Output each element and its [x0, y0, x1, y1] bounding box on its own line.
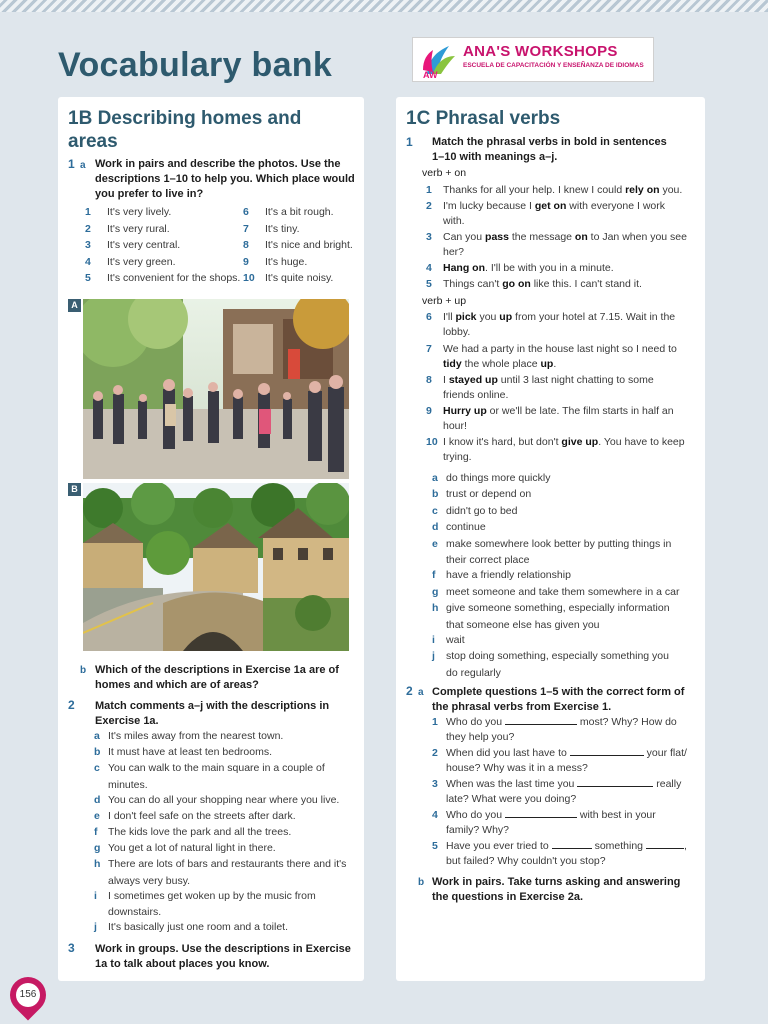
comment-item [94, 920, 362, 935]
instruction-line: the phrasal verbs from Exercise 1. [432, 701, 612, 713]
sentence-fragment: trying. [443, 451, 472, 463]
sentence-text [426, 435, 701, 465]
sentence-number: 3 [426, 231, 432, 243]
sentence-fragment: I'm lucky because I [443, 200, 535, 212]
verb-group-label: verb + up [422, 295, 467, 307]
sentence-number: 4 [426, 262, 432, 274]
comment-item [94, 809, 362, 824]
sentence-fragment: or we'll be late. The film starts in half an [486, 405, 674, 417]
question-text: house? Why was it in a mess? [446, 762, 588, 774]
question-text: really [656, 778, 682, 790]
question-text: late? What were you doing? [446, 793, 577, 805]
sentence-item [426, 261, 701, 276]
phrasal-verb: Hang on [443, 262, 485, 274]
instruction-line: the questions in Exercise 2a. [432, 891, 584, 903]
comment-item [94, 889, 362, 904]
item-text: It's very rural. [107, 222, 170, 235]
comment-item [94, 778, 362, 793]
meaning-text: continue [446, 521, 486, 534]
item-text: always very busy. [108, 874, 191, 887]
exercise-number: 1 [68, 157, 75, 171]
comment-item [94, 793, 362, 808]
sentence-text [426, 183, 701, 198]
item-letter: f [94, 826, 98, 838]
item-text: You can walk to the main square in a couple of [108, 762, 325, 775]
description-item [85, 271, 245, 286]
item-text: It's very lively. [107, 206, 172, 218]
exercise-2a-instruction [432, 685, 697, 715]
instruction-line: you prefer to live in? [95, 188, 204, 200]
question-text: family? Why? [446, 824, 510, 836]
answer-blank[interactable] [570, 746, 644, 756]
meaning-text: stop doing something, especially something you [446, 650, 669, 663]
sentence-fragment: We had a party in the house last night so I need to [443, 343, 677, 355]
item-text: minutes. [108, 778, 148, 791]
phrasal-verb: pick [455, 311, 477, 323]
description-item [85, 255, 245, 270]
sentence-fragment: like this. I can't stand it. [530, 278, 642, 290]
leaf-logo-icon [419, 40, 459, 80]
question-text: Who do you [446, 809, 503, 821]
item-letter: e [94, 809, 100, 822]
description-item [243, 238, 358, 253]
exercise-number: 2 [68, 698, 75, 712]
exercise-1b-instruction [95, 663, 360, 693]
question-1: 1 Who do you most? Why? How do they help you? [432, 716, 677, 743]
sentence-number: 9 [426, 405, 432, 417]
phrasal-verb: get on [534, 200, 567, 212]
item-number: 6 [243, 206, 249, 218]
meaning-letter: f [432, 569, 436, 582]
instruction-line: Work in groups. Use the descriptions in Exercise [95, 943, 351, 955]
meaning-text: do regularly [446, 666, 501, 679]
meaning-item [432, 568, 702, 583]
meaning-item [432, 633, 702, 648]
phrasal-verb: tidy [443, 358, 462, 370]
meaning-item [432, 487, 702, 502]
exercise-number: 3 [68, 941, 75, 955]
phrasal-verb: pass [485, 231, 509, 243]
description-item [85, 205, 245, 220]
item-text: It's huge. [265, 255, 308, 268]
phrasal-verb: stayed up [448, 374, 498, 386]
answer-blank[interactable] [646, 839, 684, 849]
exercise-part: a [418, 687, 424, 698]
instruction-line: Match comments a–j with the descriptions in [95, 700, 330, 712]
sentence-text [426, 261, 701, 276]
phrasal-verb: go on [502, 278, 531, 290]
item-text: It's quite noisy. [265, 272, 334, 284]
answer-blank[interactable] [577, 777, 653, 787]
photo-b-village [83, 483, 349, 651]
sentence-text [426, 310, 701, 340]
question-3: 3 When was the last time you really late? What were you doing? [432, 778, 682, 805]
instruction-line: 1–10 with meanings a–j. [432, 151, 558, 163]
phrasal-verb: up [540, 358, 554, 370]
sentence-number: 7 [426, 343, 432, 355]
item-number: 7 [243, 222, 249, 235]
photo-a-street [83, 299, 349, 479]
item-text: It's very central. [107, 239, 181, 251]
answer-blank[interactable] [505, 808, 577, 818]
item-text: It's miles away from the nearest town. [108, 730, 284, 742]
meaning-text: have a friendly relationship [446, 569, 571, 582]
item-text: You get a lot of natural light in there. [108, 842, 276, 855]
sentence-item [426, 277, 701, 292]
svg-text:AW: AW [423, 70, 438, 80]
instruction-line: Match the phrasal verbs in bold in sentences [432, 136, 667, 148]
sentence-fragment: Thanks for all your help. I knew I could [443, 184, 626, 196]
meaning-item [432, 666, 702, 681]
phrasal-verb: rely on [625, 184, 660, 196]
phrasal-verb: up [499, 311, 513, 323]
sentence-fragment: . You have to keep [598, 436, 685, 448]
sentence-number: 8 [426, 374, 432, 386]
right-column-card [396, 97, 705, 981]
phrasal-verb: Hurry up [443, 405, 487, 417]
item-number: 3 [85, 239, 91, 251]
left-column-card [58, 97, 364, 981]
description-item [243, 271, 358, 286]
sentence-fragment: with. [443, 215, 465, 227]
item-letter: d [94, 793, 101, 806]
question-text: with best in your [579, 809, 656, 821]
item-number: 1 [85, 206, 91, 218]
instruction-line: Complete questions 1–5 with the correct form of [432, 686, 685, 698]
meaning-item [432, 649, 702, 664]
instruction-line: Work in pairs and describe the photos. Use the [95, 158, 341, 170]
sentence-fragment: to Jan when you see [587, 231, 687, 243]
logo-subtitle: ESCUELA DE CAPACITACIÓN Y ENSEÑANZA DE IDIOMAS [463, 62, 644, 69]
exercise-part: a [80, 160, 86, 171]
question-text: most? Why? How do [579, 716, 677, 728]
question-text: they help you? [446, 731, 515, 743]
meaning-item [432, 504, 702, 519]
sentence-number: 5 [426, 278, 432, 290]
sentence-fragment: . [553, 358, 557, 370]
item-letter: a [94, 730, 100, 742]
sentence-fragment: the message [508, 231, 575, 243]
meaning-item [432, 537, 702, 552]
instruction-line: descriptions 1–10 to help you. Which place would [95, 173, 355, 185]
item-number: 2 [85, 222, 91, 235]
instruction-line: Which of the descriptions in Exercise 1a are of [95, 664, 339, 676]
item-text: It's nice and bright. [265, 239, 353, 251]
sentence-fragment: with everyone I work [566, 200, 665, 212]
item-letter: j [94, 920, 97, 933]
question-2: 2 When did you last have to your flat/ house? Why was it in a mess? [432, 747, 687, 774]
meaning-item [432, 618, 702, 633]
item-letter: b [94, 746, 101, 759]
sentence-text [426, 342, 701, 372]
comment-item [94, 761, 362, 776]
meaning-item [432, 553, 702, 568]
heading-line: areas [68, 131, 118, 152]
sentence-item [426, 230, 701, 260]
comment-item [94, 857, 362, 872]
comment-item [94, 825, 362, 840]
meaning-text: give someone something, especially information [446, 602, 670, 615]
meaning-letter: c [432, 504, 438, 517]
meaning-letter: b [432, 488, 439, 501]
verb-group-label: verb + on [422, 167, 467, 179]
sentence-item [426, 183, 701, 198]
meaning-text: didn't go to bed [446, 504, 518, 517]
section-heading-1c: 1C Phrasal verbs [406, 108, 561, 129]
item-text: It's tiny. [265, 222, 300, 235]
sentence-fragment: you. [659, 184, 683, 196]
item-text: It's convenient for the shops. [107, 272, 241, 284]
comment-item [94, 729, 362, 744]
exercise-part: b [418, 877, 425, 888]
description-item [85, 238, 245, 253]
item-number: 9 [243, 255, 249, 268]
item-text: It's very green. [107, 255, 176, 268]
sentence-fragment: lobby. [443, 326, 471, 338]
sentence-text [426, 373, 701, 403]
sentence-fragment: you [476, 311, 500, 323]
exercise-number: 2 [406, 684, 413, 698]
item-text: It must have at least ten bedrooms. [108, 746, 273, 759]
instruction-line: Work in pairs. Take turns asking and answering [432, 876, 681, 888]
sentence-fragment: I know it's hard, but don't [443, 436, 562, 448]
answer-blank[interactable] [552, 839, 592, 849]
question-4: 4 Who do you with best in your family? Why? [432, 809, 656, 836]
question-text: but failed? Why couldn't you stop? [446, 855, 606, 867]
sentence-fragment: . I'll be with you in a minute. [485, 262, 614, 274]
exercise-2b-instruction [432, 875, 697, 905]
sentence-item [426, 310, 701, 340]
meaning-text: do things more quickly [446, 472, 551, 484]
page-number: 156 [16, 983, 40, 1007]
sentence-item [426, 404, 701, 434]
item-text: I sometimes get woken up by the music from [108, 889, 316, 902]
sentence-fragment: I'll [443, 311, 456, 323]
meaning-text: meet someone and take them somewhere in a car [446, 585, 680, 598]
meaning-item [432, 520, 702, 535]
exercise-2-instruction [95, 699, 360, 729]
item-text: downstairs. [108, 905, 162, 918]
sentence-fragment: the whole place [461, 358, 541, 370]
exercise-1a-instruction [95, 157, 360, 202]
meaning-letter: e [432, 537, 438, 550]
instruction-line: 1a to talk about places you know. [95, 958, 270, 970]
sentence-text [426, 230, 701, 260]
answer-blank[interactable] [505, 715, 577, 725]
meaning-text: make somewhere look better by putting things in [446, 537, 672, 550]
item-text: It's basically just one room and a toilet. [108, 920, 289, 933]
item-letter: c [94, 762, 100, 775]
meaning-item [432, 601, 702, 616]
meaning-text: their correct place [446, 554, 530, 566]
description-item [85, 222, 245, 237]
heading-line: 1B Describing homes and [68, 108, 302, 129]
item-text: The kids love the park and all the trees. [108, 826, 292, 838]
meaning-item [432, 585, 702, 600]
sentence-text [426, 277, 701, 292]
meaning-letter: d [432, 521, 439, 534]
comment-item [94, 874, 362, 889]
question-text: Who do you [446, 716, 503, 728]
meaning-item [432, 471, 702, 486]
exercise-part: b [80, 665, 87, 676]
question-text: Have you ever tried to [446, 840, 549, 852]
item-letter: g [94, 842, 101, 855]
sentence-item [426, 199, 701, 229]
sentence-text [426, 404, 701, 434]
sentence-number: 1 [426, 184, 432, 196]
item-letter: i [94, 889, 97, 902]
item-number: 5 [85, 272, 91, 284]
meaning-letter: a [432, 472, 438, 484]
item-text: There are lots of bars and restaurants there and it's [108, 858, 347, 871]
sentence-item [426, 342, 701, 372]
exercise-1-instruction [432, 135, 697, 165]
description-item [243, 205, 358, 220]
comment-item [94, 745, 362, 760]
question-text: something [594, 840, 644, 852]
sentence-fragment: her? [443, 246, 465, 258]
sentence-number: 2 [426, 200, 432, 212]
question-text: When was the last time you [446, 778, 575, 790]
description-item [243, 255, 358, 270]
sentence-fragment: I [443, 374, 449, 386]
page-number-badge [3, 970, 54, 1021]
exercise-number: 1 [406, 135, 413, 149]
item-number: 8 [243, 239, 249, 251]
sentence-item [426, 373, 701, 403]
item-text: You can do all your shopping near where you live. [108, 793, 340, 806]
sentence-number: 10 [426, 436, 438, 448]
sentence-fragment: hour! [443, 420, 467, 432]
instruction-line: homes and which are of areas? [95, 679, 259, 691]
meaning-text: that someone else has given you [446, 618, 600, 631]
sentence-fragment: friends online. [443, 389, 509, 401]
sentence-fragment: from your hotel at 7.15. Wait in the [512, 311, 676, 323]
item-number: 10 [243, 272, 255, 284]
logo [412, 37, 654, 82]
question-5: 5 Have you ever tried to something , but failed? Why couldn't you stop? [432, 840, 687, 867]
comment-item [94, 905, 362, 920]
sentence-text [426, 199, 701, 229]
item-text: It's a bit rough. [265, 206, 334, 218]
sentence-number: 6 [426, 311, 432, 323]
photo-b-tag: B [68, 483, 81, 496]
description-item [243, 222, 358, 237]
phrasal-verb: on [574, 231, 588, 243]
item-text: I don't feel safe on the streets after dark. [108, 809, 296, 822]
meaning-letter: h [432, 602, 439, 615]
item-number: 4 [85, 255, 91, 268]
exercise-3-instruction [95, 942, 360, 972]
instruction-line: Exercise 1a. [95, 715, 159, 727]
sentence-fragment: until 3 last night chatting to some [497, 374, 654, 386]
meaning-text: wait [446, 634, 465, 646]
question-text: , [683, 840, 687, 852]
meaning-letter: g [432, 585, 439, 598]
comment-item [94, 841, 362, 856]
meaning-letter: j [432, 650, 435, 663]
meaning-letter: i [432, 634, 435, 646]
top-stripe [0, 0, 768, 12]
sentence-item [426, 435, 701, 465]
sentence-fragment: Can you [443, 231, 486, 243]
sentence-fragment: Things can't [443, 278, 503, 290]
page-title: Vocabulary bank [58, 46, 333, 84]
phrasal-verb: give up [561, 436, 599, 448]
photo-a-tag: A [68, 299, 81, 312]
question-text: your flat/ [646, 747, 687, 759]
section-heading-1b [68, 107, 301, 153]
meaning-text: trust or depend on [446, 488, 532, 501]
logo-name: ANA'S WORKSHOPS [463, 43, 618, 60]
item-letter: h [94, 858, 101, 871]
question-text: When did you last have to [446, 747, 567, 759]
